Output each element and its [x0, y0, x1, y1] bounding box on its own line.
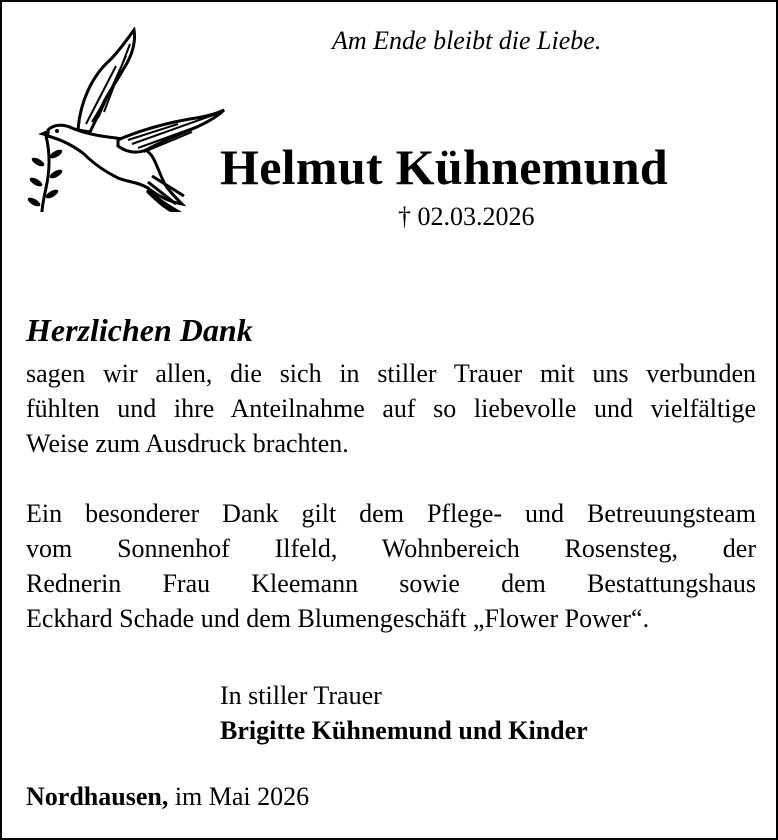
- paragraph-line: Eckhard Schade und dem Blumengeschäft „Flower Power“.: [26, 604, 650, 633]
- deceased-name: Helmut Kühnemund: [220, 139, 668, 195]
- thanks-paragraph-1: [26, 356, 756, 461]
- signoff: [220, 678, 588, 748]
- paragraph-line: vom Sonnenhof Ilfeld, Wohnbereich Rosensteg, der: [26, 534, 756, 563]
- thanks-title: Herzlichen Dank: [26, 312, 253, 348]
- dove-with-olive-branch-icon: [20, 26, 228, 216]
- signoff-names: Brigitte Kühnemund und Kinder: [220, 716, 588, 745]
- signoff-line: In stiller Trauer: [220, 681, 382, 710]
- paragraph-line: Ein besonderer Dank gilt dem Pflege- und Betreuungsteam: [26, 499, 756, 528]
- motto: Am Ende bleibt die Liebe.: [332, 26, 602, 55]
- thanks-paragraph-2: [26, 496, 756, 636]
- death-date: † 02.03.2026: [398, 202, 535, 231]
- paragraph-line: sagen wir allen, die sich in stiller Trauer mit uns verbunden: [26, 359, 756, 388]
- paragraph-line: Weise zum Ausdruck brachten.: [26, 429, 349, 458]
- place: Nordhausen,: [26, 782, 169, 811]
- place-date: [26, 782, 309, 812]
- date: im Mai 2026: [174, 782, 310, 811]
- paragraph-line: Rednerin Frau Kleemann sowie dem Bestattungshaus: [26, 569, 756, 598]
- paragraph-line: fühlten und ihre Anteilnahme auf so liebevolle und vielfältige: [26, 394, 756, 423]
